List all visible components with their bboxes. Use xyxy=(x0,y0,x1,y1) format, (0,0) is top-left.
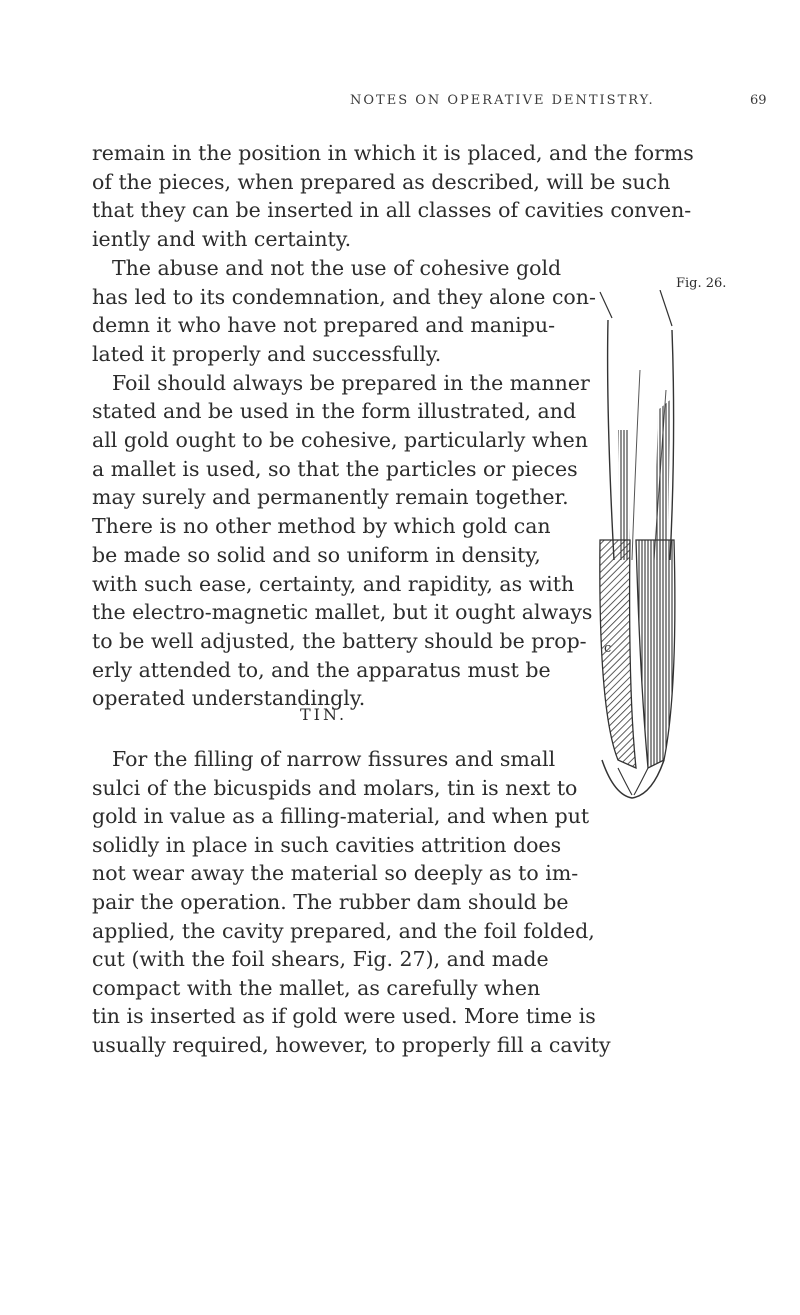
section-heading: TIN. xyxy=(300,705,348,724)
text-line: all gold ought to be cohesive, particularly when xyxy=(92,428,588,452)
text-line: lated it properly and successfully. xyxy=(92,341,442,366)
text-line: For the filling of narrow fissures and small xyxy=(112,747,556,771)
text-line: usually required, however, to properly fill a cavity xyxy=(92,1033,611,1057)
text-line: has led to its condemnation, and they alone con- xyxy=(92,284,596,309)
text-line: The abuse and not the use of cohesive gold xyxy=(112,255,562,280)
text-line: not wear away the material so deeply as to im- xyxy=(92,861,579,886)
text-line: operated understandingly. xyxy=(92,686,366,711)
text-line: Foil should always be prepared in the manner xyxy=(112,370,590,395)
text-line: to be well adjusted, the battery should be prop- xyxy=(92,628,587,653)
page-number: 69 xyxy=(750,93,767,108)
text-line: cut (with the foil shears, Fig. 27), and made xyxy=(92,947,549,972)
figure-label: Fig. 26. xyxy=(676,276,727,291)
text-line: gold in value as a filling-material, and when put xyxy=(92,804,590,829)
text-line: There is no other method by which gold can xyxy=(92,514,551,539)
running-title: NOTES ON OPERATIVE DENTISTRY. xyxy=(350,93,655,108)
text-line: may surely and permanently remain together. xyxy=(92,485,569,510)
text-line: applied, the cavity prepared, and the foil folded, xyxy=(92,918,595,943)
text-line: demn it who have not prepared and manipu- xyxy=(92,313,555,338)
text-line: compact with the mallet, as carefully when xyxy=(92,975,541,1000)
text-line: pair the operation. The rubber dam should be xyxy=(92,890,569,914)
plugger-instrument-illustration xyxy=(578,290,688,800)
text-line: of the pieces, when prepared as described, will be such xyxy=(92,169,671,194)
text-line: remain in the position in which it is placed, and the forms xyxy=(92,141,694,165)
text-line: that they can be inserted in all classes of cavities conven- xyxy=(92,198,692,223)
text-line: sulci of the bicuspids and molars, tin is next to xyxy=(92,775,578,800)
text-line: with such ease, certainty, and rapidity, as with xyxy=(92,571,575,596)
text-line: iently and with certainty. xyxy=(92,227,352,252)
text-line: solidly in place in such cavities attrition does xyxy=(92,832,562,857)
text-line: stated and be used in the form illustrated, and xyxy=(92,399,577,424)
text-line: tin is inserted as if gold were used. More time is xyxy=(92,1004,596,1029)
text-line: erly attended to, and the apparatus must be xyxy=(92,657,551,682)
plugger-icon xyxy=(578,290,688,800)
text-line: the electro-magnetic mallet, but it ought always xyxy=(92,600,593,625)
text-line: be made so solid and so uniform in density, xyxy=(92,542,541,567)
text-line: a mallet is used, so that the particles or pieces xyxy=(92,456,578,481)
running-head xyxy=(0,93,800,117)
